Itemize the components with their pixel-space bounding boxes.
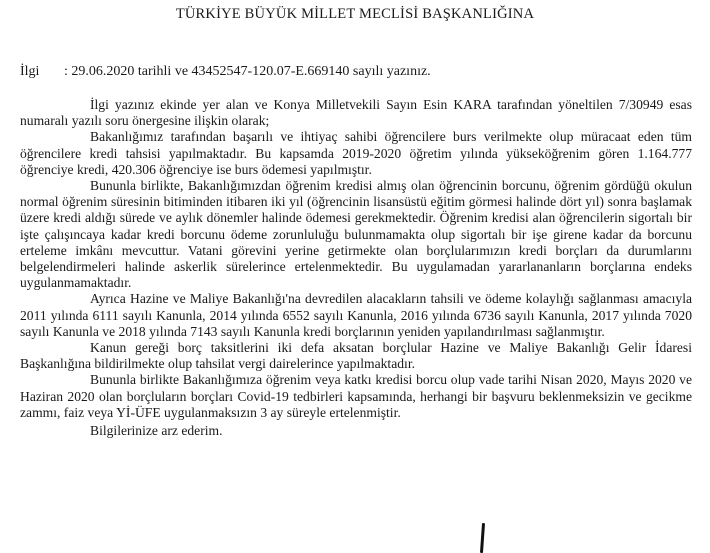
document-heading: TÜRKİYE BÜYÜK MİLLET MECLİSİ BAŞKANLIĞINA: [175, 6, 535, 22]
reference-value: : 29.06.2020 tarihli ve 43452547-120.07-E.669140 sayılı yazınız.: [64, 64, 431, 79]
document-body: [20, 97, 692, 439]
paragraph-collection: Kanun gereği borç taksitlerini iki defa aksatan borçlular Hazine ve Maliye Bakanlığı Gelir İdaresi Başkanlığına bildirilmekte olup tahsilat vergi dairelerince yapılmaktadır.: [20, 340, 692, 372]
paragraph-intro: İlgi yazınız ekinde yer alan ve Konya Milletvekili Sayın Esin KARA tarafından yöneltilen 7/30949 esas numaralı yazılı soru önergesine ilişkin olarak;: [20, 97, 692, 129]
paragraph-restructuring: Ayrıca Hazine ve Maliye Bakanlığı'na devredilen alacakların tahsili ve ödeme kolaylığı sağlanması amacıyla 2011 yılında 6111 sayılı Kanunla, 2014 yılında 6552 sayılı Kanunla, 2016 yılında 6736 sayılı Kanunla, 2017 yılında 7020 sayılı Kanunla ve 2018 yılında 7143 sayılı Kanunla kredi borçlarının yeniden yapılandırılması sağlanmıştır.: [20, 291, 692, 339]
paragraph-covid-deferral: Bununla birlikte Bakanlığımıza öğrenim veya katkı kredisi borcu olup vade tarihi Nisan 2020, Mayıs 2020 ve Haziran 2020 olan borçluların borçları Covid-19 tedbirleri kapsamında, herhangi bir başvuru beklenmeksizin ve gecikme zammı, faiz veya Yİ-ÜFE uygulanmaksızın 3 ay süreyle ertelenmiştir.: [20, 372, 692, 420]
paragraph-scholarship: Bakanlığımız tarafından başarılı ve ihtiyaç sahibi öğrencilere burs verilmekte olup müracaat eden tüm öğrencilere kredi tahsisi yapılmaktadır. Bu kapsamda 2019-2020 öğretim yılında yükseköğrenim gören 1.164.777 öğrenciye kredi, 420.306 öğrenciye ise burs ödemesi yapılmıştır.: [20, 129, 692, 177]
closing-line: Bilgilerinize arz ederim.: [90, 423, 223, 439]
paragraph-repayment: Bununla birlikte, Bakanlığımızdan öğrenim kredisi almış olan öğrencinin borcunu, öğrenim gördüğü okulun normal öğrenim süresinin bitiminden itibaren iki yıl (öğrencinin lisansüstü eğitim görmesi halinde dört yıl) sonra başlamak üzere kredi aldığı sürede ve aylık dönemler halinde ödemesi gerekmektedir. Öğrenim kredisi alan öğrencilerin sigortalı bir işte çalışıncaya kadar kredi borcunu ödeme zorunluluğu bulunmamakta olup sigortalı bir işe girene kadar da borcunu erteleme imkânı mevcuttur. Vatani görevini yerine getirmekte olan borçlularımızın kredi borçları da durumlarını belgelendirmeleri halinde askerlik sürelerince ertelenmektedir. Bu uygulamadan yararlananların borçlarına endeks uygulanmamaktadır.: [20, 178, 692, 291]
reference-label: İlgi: [20, 64, 40, 79]
pen-mark: [480, 523, 485, 553]
reference-line: [20, 64, 431, 80]
